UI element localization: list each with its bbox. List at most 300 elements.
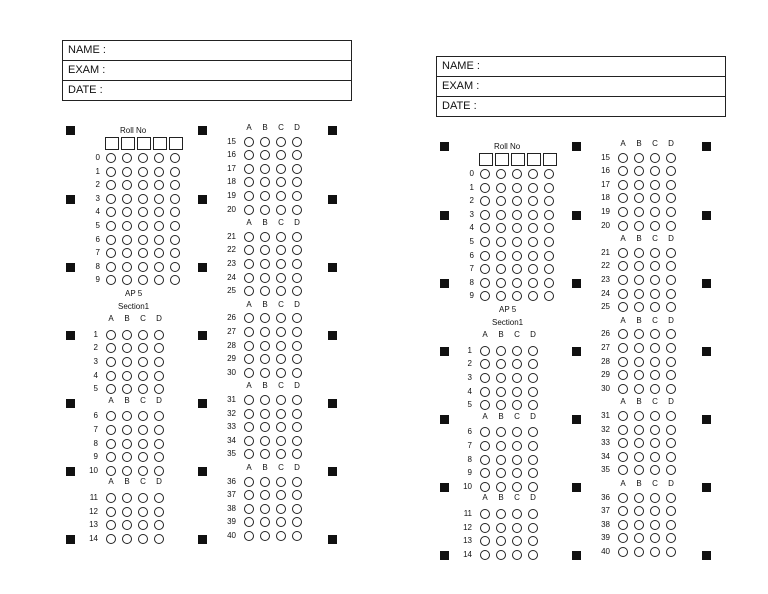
answer-bubble[interactable] <box>244 313 254 323</box>
answer-bubble[interactable] <box>480 346 490 356</box>
answer-bubble[interactable] <box>650 452 660 462</box>
answer-bubble[interactable] <box>650 384 660 394</box>
answer-bubble[interactable] <box>292 354 302 364</box>
answer-bubble[interactable] <box>480 523 490 533</box>
answer-bubble[interactable] <box>244 504 254 514</box>
answer-bubble[interactable] <box>528 427 538 437</box>
answer-bubble[interactable] <box>666 370 676 380</box>
answer-bubble[interactable] <box>666 343 676 353</box>
answer-bubble[interactable] <box>122 384 132 394</box>
answer-bubble[interactable] <box>634 425 644 435</box>
answer-bubble[interactable] <box>666 153 676 163</box>
answer-bubble[interactable] <box>244 395 254 405</box>
answer-bubble[interactable] <box>512 550 522 560</box>
answer-bubble[interactable] <box>480 482 490 492</box>
answer-bubble[interactable] <box>496 550 506 560</box>
answer-bubble[interactable] <box>634 329 644 339</box>
answer-bubble[interactable] <box>276 395 286 405</box>
answer-bubble[interactable] <box>528 359 538 369</box>
answer-bubble[interactable] <box>634 221 644 231</box>
roll-bubble[interactable] <box>170 194 180 204</box>
answer-bubble[interactable] <box>666 248 676 258</box>
answer-bubble[interactable] <box>244 273 254 283</box>
answer-bubble[interactable] <box>666 411 676 421</box>
answer-bubble[interactable] <box>244 517 254 527</box>
answer-bubble[interactable] <box>618 465 628 475</box>
answer-bubble[interactable] <box>618 357 628 367</box>
answer-bubble[interactable] <box>106 330 116 340</box>
answer-bubble[interactable] <box>650 207 660 217</box>
answer-bubble[interactable] <box>666 384 676 394</box>
answer-bubble[interactable] <box>634 207 644 217</box>
name-field[interactable]: NAME : <box>63 41 351 61</box>
answer-bubble[interactable] <box>634 493 644 503</box>
answer-bubble[interactable] <box>666 520 676 530</box>
roll-bubble[interactable] <box>480 196 490 206</box>
answer-bubble[interactable] <box>292 490 302 500</box>
roll-bubble[interactable] <box>154 262 164 272</box>
answer-bubble[interactable] <box>244 354 254 364</box>
answer-bubble[interactable] <box>260 177 270 187</box>
answer-bubble[interactable] <box>154 330 164 340</box>
answer-bubble[interactable] <box>292 409 302 419</box>
answer-bubble[interactable] <box>666 302 676 312</box>
roll-bubble[interactable] <box>106 194 116 204</box>
answer-bubble[interactable] <box>618 438 628 448</box>
answer-bubble[interactable] <box>138 534 148 544</box>
answer-bubble[interactable] <box>260 205 270 215</box>
roll-no-box[interactable] <box>105 137 119 150</box>
roll-bubble[interactable] <box>138 235 148 245</box>
answer-bubble[interactable] <box>122 452 132 462</box>
roll-bubble[interactable] <box>480 264 490 274</box>
answer-bubble[interactable] <box>666 221 676 231</box>
answer-bubble[interactable] <box>512 468 522 478</box>
answer-bubble[interactable] <box>106 357 116 367</box>
answer-bubble[interactable] <box>666 180 676 190</box>
roll-bubble[interactable] <box>138 194 148 204</box>
answer-bubble[interactable] <box>260 449 270 459</box>
answer-bubble[interactable] <box>650 221 660 231</box>
answer-bubble[interactable] <box>512 373 522 383</box>
roll-bubble[interactable] <box>122 248 132 258</box>
date-field[interactable]: DATE : <box>442 100 477 112</box>
answer-bubble[interactable] <box>260 490 270 500</box>
answer-bubble[interactable] <box>260 232 270 242</box>
answer-bubble[interactable] <box>292 368 302 378</box>
answer-bubble[interactable] <box>154 357 164 367</box>
answer-bubble[interactable] <box>618 520 628 530</box>
answer-bubble[interactable] <box>292 150 302 160</box>
roll-bubble[interactable] <box>528 278 538 288</box>
answer-bubble[interactable] <box>106 493 116 503</box>
roll-bubble[interactable] <box>138 248 148 258</box>
answer-bubble[interactable] <box>496 509 506 519</box>
answer-bubble[interactable] <box>650 275 660 285</box>
answer-bubble[interactable] <box>650 547 660 557</box>
roll-bubble[interactable] <box>512 169 522 179</box>
roll-bubble[interactable] <box>512 251 522 261</box>
answer-bubble[interactable] <box>634 261 644 271</box>
answer-bubble[interactable] <box>122 425 132 435</box>
answer-bubble[interactable] <box>528 550 538 560</box>
roll-bubble[interactable] <box>496 169 506 179</box>
answer-bubble[interactable] <box>276 531 286 541</box>
roll-bubble[interactable] <box>154 180 164 190</box>
answer-bubble[interactable] <box>122 439 132 449</box>
answer-bubble[interactable] <box>154 534 164 544</box>
answer-bubble[interactable] <box>512 427 522 437</box>
answer-bubble[interactable] <box>634 343 644 353</box>
answer-bubble[interactable] <box>528 373 538 383</box>
answer-bubble[interactable] <box>244 150 254 160</box>
answer-bubble[interactable] <box>244 409 254 419</box>
answer-bubble[interactable] <box>244 164 254 174</box>
answer-bubble[interactable] <box>276 490 286 500</box>
answer-bubble[interactable] <box>106 507 116 517</box>
answer-bubble[interactable] <box>496 468 506 478</box>
answer-bubble[interactable] <box>634 275 644 285</box>
answer-bubble[interactable] <box>138 520 148 530</box>
answer-bubble[interactable] <box>650 357 660 367</box>
roll-bubble[interactable] <box>544 264 554 274</box>
roll-bubble[interactable] <box>496 196 506 206</box>
roll-bubble[interactable] <box>512 183 522 193</box>
roll-bubble[interactable] <box>496 210 506 220</box>
answer-bubble[interactable] <box>260 531 270 541</box>
answer-bubble[interactable] <box>276 517 286 527</box>
roll-bubble[interactable] <box>170 167 180 177</box>
answer-bubble[interactable] <box>480 509 490 519</box>
answer-bubble[interactable] <box>244 286 254 296</box>
answer-bubble[interactable] <box>618 493 628 503</box>
roll-bubble[interactable] <box>528 251 538 261</box>
answer-bubble[interactable] <box>122 343 132 353</box>
answer-bubble[interactable] <box>496 536 506 546</box>
answer-bubble[interactable] <box>618 275 628 285</box>
answer-bubble[interactable] <box>292 191 302 201</box>
roll-bubble[interactable] <box>544 251 554 261</box>
answer-bubble[interactable] <box>512 400 522 410</box>
answer-bubble[interactable] <box>480 468 490 478</box>
answer-bubble[interactable] <box>138 493 148 503</box>
answer-bubble[interactable] <box>496 346 506 356</box>
answer-bubble[interactable] <box>618 302 628 312</box>
answer-bubble[interactable] <box>634 438 644 448</box>
roll-bubble[interactable] <box>480 210 490 220</box>
answer-bubble[interactable] <box>244 368 254 378</box>
roll-bubble[interactable] <box>154 194 164 204</box>
answer-bubble[interactable] <box>650 180 660 190</box>
roll-bubble[interactable] <box>480 251 490 261</box>
answer-bubble[interactable] <box>138 507 148 517</box>
answer-bubble[interactable] <box>244 341 254 351</box>
answer-bubble[interactable] <box>106 371 116 381</box>
roll-bubble[interactable] <box>122 207 132 217</box>
answer-bubble[interactable] <box>618 370 628 380</box>
roll-bubble[interactable] <box>170 221 180 231</box>
answer-bubble[interactable] <box>292 245 302 255</box>
roll-bubble[interactable] <box>528 264 538 274</box>
answer-bubble[interactable] <box>618 166 628 176</box>
answer-bubble[interactable] <box>292 341 302 351</box>
answer-bubble[interactable] <box>260 150 270 160</box>
answer-bubble[interactable] <box>138 466 148 476</box>
answer-bubble[interactable] <box>512 441 522 451</box>
answer-bubble[interactable] <box>154 493 164 503</box>
answer-bubble[interactable] <box>512 455 522 465</box>
answer-bubble[interactable] <box>292 137 302 147</box>
answer-bubble[interactable] <box>496 387 506 397</box>
answer-bubble[interactable] <box>260 313 270 323</box>
roll-bubble[interactable] <box>496 278 506 288</box>
answer-bubble[interactable] <box>618 221 628 231</box>
answer-bubble[interactable] <box>618 506 628 516</box>
answer-bubble[interactable] <box>106 343 116 353</box>
answer-bubble[interactable] <box>480 400 490 410</box>
answer-bubble[interactable] <box>122 507 132 517</box>
answer-bubble[interactable] <box>122 330 132 340</box>
answer-bubble[interactable] <box>260 368 270 378</box>
roll-bubble[interactable] <box>528 223 538 233</box>
answer-bubble[interactable] <box>666 452 676 462</box>
answer-bubble[interactable] <box>106 466 116 476</box>
answer-bubble[interactable] <box>276 327 286 337</box>
answer-bubble[interactable] <box>496 455 506 465</box>
answer-bubble[interactable] <box>244 436 254 446</box>
roll-bubble[interactable] <box>106 221 116 231</box>
answer-bubble[interactable] <box>276 273 286 283</box>
answer-bubble[interactable] <box>276 354 286 364</box>
answer-bubble[interactable] <box>276 191 286 201</box>
exam-field[interactable]: EXAM : <box>63 61 351 81</box>
roll-bubble[interactable] <box>480 278 490 288</box>
answer-bubble[interactable] <box>650 261 660 271</box>
answer-bubble[interactable] <box>106 384 116 394</box>
roll-no-box[interactable] <box>121 137 135 150</box>
answer-bubble[interactable] <box>496 441 506 451</box>
roll-bubble[interactable] <box>512 196 522 206</box>
answer-bubble[interactable] <box>260 259 270 269</box>
roll-bubble[interactable] <box>106 167 116 177</box>
roll-bubble[interactable] <box>512 210 522 220</box>
answer-bubble[interactable] <box>244 490 254 500</box>
answer-bubble[interactable] <box>496 427 506 437</box>
answer-bubble[interactable] <box>480 455 490 465</box>
answer-bubble[interactable] <box>154 384 164 394</box>
roll-no-box[interactable] <box>527 153 541 166</box>
roll-bubble[interactable] <box>544 223 554 233</box>
answer-bubble[interactable] <box>122 493 132 503</box>
answer-bubble[interactable] <box>666 465 676 475</box>
answer-bubble[interactable] <box>292 164 302 174</box>
roll-bubble[interactable] <box>544 291 554 301</box>
answer-bubble[interactable] <box>666 207 676 217</box>
roll-bubble[interactable] <box>480 183 490 193</box>
answer-bubble[interactable] <box>244 205 254 215</box>
answer-bubble[interactable] <box>634 533 644 543</box>
roll-bubble[interactable] <box>480 169 490 179</box>
roll-bubble[interactable] <box>480 291 490 301</box>
answer-bubble[interactable] <box>138 411 148 421</box>
answer-bubble[interactable] <box>260 517 270 527</box>
roll-bubble[interactable] <box>122 262 132 272</box>
answer-bubble[interactable] <box>650 493 660 503</box>
answer-bubble[interactable] <box>292 313 302 323</box>
answer-bubble[interactable] <box>292 504 302 514</box>
answer-bubble[interactable] <box>260 422 270 432</box>
answer-bubble[interactable] <box>496 373 506 383</box>
answer-bubble[interactable] <box>260 286 270 296</box>
answer-bubble[interactable] <box>154 507 164 517</box>
answer-bubble[interactable] <box>666 493 676 503</box>
roll-bubble[interactable] <box>544 237 554 247</box>
roll-bubble[interactable] <box>170 207 180 217</box>
roll-bubble[interactable] <box>106 262 116 272</box>
answer-bubble[interactable] <box>244 177 254 187</box>
answer-bubble[interactable] <box>292 177 302 187</box>
answer-bubble[interactable] <box>276 341 286 351</box>
roll-bubble[interactable] <box>528 183 538 193</box>
answer-bubble[interactable] <box>634 289 644 299</box>
roll-bubble[interactable] <box>154 248 164 258</box>
roll-bubble[interactable] <box>106 235 116 245</box>
answer-bubble[interactable] <box>122 357 132 367</box>
roll-bubble[interactable] <box>170 275 180 285</box>
roll-bubble[interactable] <box>496 237 506 247</box>
roll-bubble[interactable] <box>170 262 180 272</box>
roll-bubble[interactable] <box>106 153 116 163</box>
answer-bubble[interactable] <box>528 387 538 397</box>
answer-bubble[interactable] <box>122 466 132 476</box>
answer-bubble[interactable] <box>634 153 644 163</box>
answer-bubble[interactable] <box>618 153 628 163</box>
answer-bubble[interactable] <box>480 427 490 437</box>
roll-bubble[interactable] <box>138 180 148 190</box>
roll-no-box[interactable] <box>511 153 525 166</box>
answer-bubble[interactable] <box>260 191 270 201</box>
answer-bubble[interactable] <box>244 232 254 242</box>
roll-no-box[interactable] <box>479 153 493 166</box>
answer-bubble[interactable] <box>244 422 254 432</box>
answer-bubble[interactable] <box>122 520 132 530</box>
answer-bubble[interactable] <box>650 289 660 299</box>
answer-bubble[interactable] <box>260 137 270 147</box>
answer-bubble[interactable] <box>650 411 660 421</box>
answer-bubble[interactable] <box>666 289 676 299</box>
answer-bubble[interactable] <box>666 166 676 176</box>
answer-bubble[interactable] <box>106 534 116 544</box>
answer-bubble[interactable] <box>292 531 302 541</box>
roll-bubble[interactable] <box>154 167 164 177</box>
answer-bubble[interactable] <box>618 329 628 339</box>
roll-bubble[interactable] <box>138 275 148 285</box>
answer-bubble[interactable] <box>106 439 116 449</box>
answer-bubble[interactable] <box>618 207 628 217</box>
answer-bubble[interactable] <box>666 438 676 448</box>
answer-bubble[interactable] <box>634 193 644 203</box>
roll-bubble[interactable] <box>528 291 538 301</box>
answer-bubble[interactable] <box>512 523 522 533</box>
answer-bubble[interactable] <box>634 166 644 176</box>
roll-bubble[interactable] <box>496 223 506 233</box>
answer-bubble[interactable] <box>650 329 660 339</box>
answer-bubble[interactable] <box>650 425 660 435</box>
answer-bubble[interactable] <box>292 286 302 296</box>
roll-bubble[interactable] <box>480 237 490 247</box>
answer-bubble[interactable] <box>138 371 148 381</box>
answer-bubble[interactable] <box>650 506 660 516</box>
roll-bubble[interactable] <box>480 223 490 233</box>
answer-bubble[interactable] <box>260 436 270 446</box>
answer-bubble[interactable] <box>666 261 676 271</box>
answer-bubble[interactable] <box>666 329 676 339</box>
answer-bubble[interactable] <box>122 411 132 421</box>
roll-bubble[interactable] <box>170 248 180 258</box>
roll-no-box[interactable] <box>153 137 167 150</box>
answer-bubble[interactable] <box>634 370 644 380</box>
answer-bubble[interactable] <box>292 259 302 269</box>
answer-bubble[interactable] <box>666 357 676 367</box>
answer-bubble[interactable] <box>618 533 628 543</box>
roll-bubble[interactable] <box>138 167 148 177</box>
answer-bubble[interactable] <box>260 409 270 419</box>
roll-bubble[interactable] <box>512 223 522 233</box>
answer-bubble[interactable] <box>244 259 254 269</box>
name-field[interactable]: NAME : <box>437 57 725 77</box>
answer-bubble[interactable] <box>650 248 660 258</box>
answer-bubble[interactable] <box>138 343 148 353</box>
answer-bubble[interactable] <box>276 504 286 514</box>
roll-bubble[interactable] <box>170 180 180 190</box>
roll-bubble[interactable] <box>496 251 506 261</box>
answer-bubble[interactable] <box>244 137 254 147</box>
roll-bubble[interactable] <box>154 221 164 231</box>
answer-bubble[interactable] <box>634 302 644 312</box>
answer-bubble[interactable] <box>106 411 116 421</box>
answer-bubble[interactable] <box>276 259 286 269</box>
answer-bubble[interactable] <box>496 523 506 533</box>
answer-bubble[interactable] <box>154 466 164 476</box>
answer-bubble[interactable] <box>276 137 286 147</box>
roll-bubble[interactable] <box>170 153 180 163</box>
answer-bubble[interactable] <box>634 506 644 516</box>
roll-bubble[interactable] <box>528 169 538 179</box>
answer-bubble[interactable] <box>650 465 660 475</box>
answer-bubble[interactable] <box>528 455 538 465</box>
answer-bubble[interactable] <box>276 409 286 419</box>
answer-bubble[interactable] <box>276 245 286 255</box>
answer-bubble[interactable] <box>650 193 660 203</box>
roll-bubble[interactable] <box>122 180 132 190</box>
roll-bubble[interactable] <box>122 221 132 231</box>
answer-bubble[interactable] <box>634 547 644 557</box>
answer-bubble[interactable] <box>618 261 628 271</box>
answer-bubble[interactable] <box>276 313 286 323</box>
answer-bubble[interactable] <box>618 452 628 462</box>
answer-bubble[interactable] <box>666 547 676 557</box>
answer-bubble[interactable] <box>292 436 302 446</box>
answer-bubble[interactable] <box>154 425 164 435</box>
answer-bubble[interactable] <box>276 477 286 487</box>
roll-no-box[interactable] <box>169 137 183 150</box>
answer-bubble[interactable] <box>138 452 148 462</box>
roll-bubble[interactable] <box>544 169 554 179</box>
roll-no-box[interactable] <box>543 153 557 166</box>
answer-bubble[interactable] <box>276 150 286 160</box>
roll-bubble[interactable] <box>512 264 522 274</box>
answer-bubble[interactable] <box>260 245 270 255</box>
